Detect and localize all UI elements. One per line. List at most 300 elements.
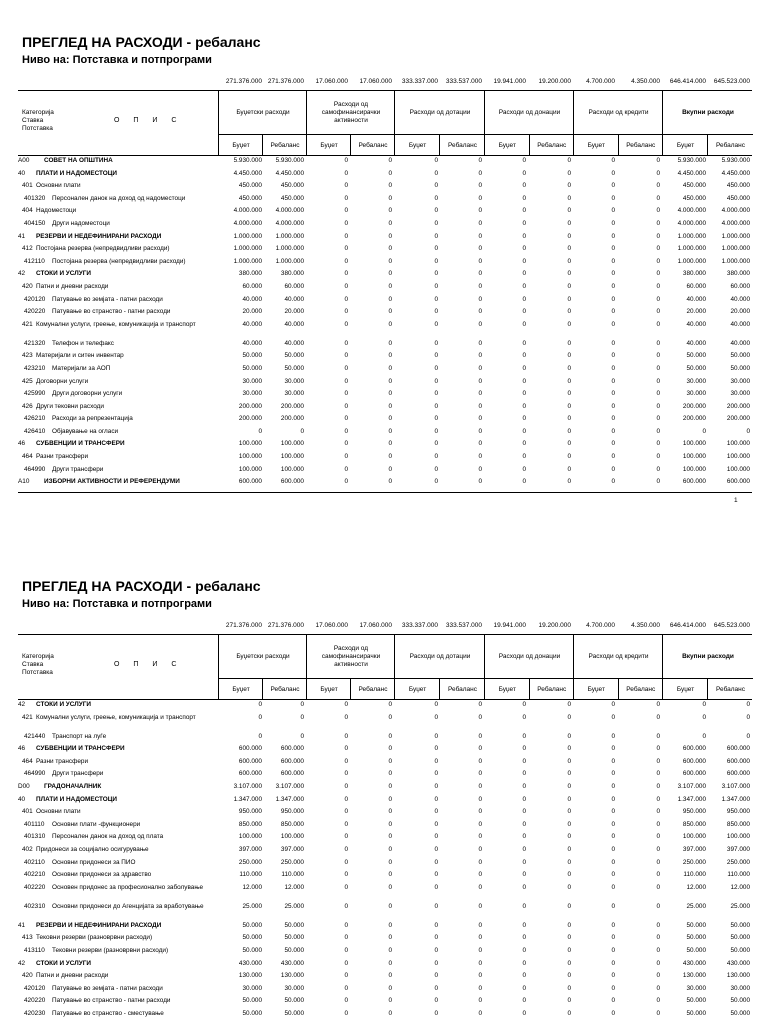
row-code: 420 (22, 972, 33, 980)
row-value: 0 (478, 295, 482, 303)
row-value: 0 (434, 219, 438, 227)
table-row (0, 157, 768, 170)
row-value: 0 (522, 770, 526, 778)
row-value: 4.450.000 (677, 169, 706, 177)
row-value: 0 (656, 232, 660, 240)
row-value: 0 (522, 757, 526, 765)
row-code: 421 (22, 320, 33, 328)
row-value: 380.000 (280, 270, 304, 278)
row-value: 0 (388, 157, 392, 164)
row-code: 420 (22, 282, 33, 290)
row-value: 0 (611, 997, 615, 1005)
row-value: 600.000 (280, 770, 304, 778)
row-value: 0 (611, 377, 615, 385)
row-value: 0 (656, 182, 660, 190)
row-value: 50.000 (242, 946, 262, 954)
row-value: 0 (522, 157, 526, 164)
row-code: 41 (18, 921, 26, 929)
row-value: 0 (567, 902, 571, 910)
row-value: 380.000 (726, 270, 750, 278)
row-value: 1.000.000 (677, 232, 706, 240)
row-value: 20.000 (730, 308, 750, 316)
row-value: 0 (656, 440, 660, 448)
row-value: 0 (656, 478, 660, 486)
row-code: 402220 (24, 883, 46, 891)
row-value: 0 (702, 713, 706, 721)
table-row (0, 258, 768, 271)
row-value: 0 (388, 732, 392, 740)
row-description: Основни плати (36, 182, 81, 190)
row-description: Разни трансфери (36, 757, 89, 765)
row-value: 0 (478, 282, 482, 290)
row-value: 0 (567, 997, 571, 1005)
row-value: 5.930.000 (233, 157, 262, 164)
row-value: 0 (344, 257, 348, 265)
row-value: 100.000 (280, 440, 304, 448)
row-value: 0 (567, 845, 571, 853)
row-value: 600.000 (726, 757, 750, 765)
row-description: СТОКИ И УСЛУГИ (36, 701, 91, 708)
row-value: 0 (434, 207, 438, 215)
header-sub-budget: Буџет (306, 134, 351, 156)
row-value: 0 (522, 219, 526, 227)
header-sub-rebalance: Ребаланс (262, 134, 307, 156)
row-value: 0 (434, 157, 438, 164)
row-value: 0 (344, 795, 348, 803)
table-row (0, 808, 768, 821)
row-value: 130.000 (280, 972, 304, 980)
row-value: 0 (388, 245, 392, 253)
row-value: 0 (478, 984, 482, 992)
row-value: 100.000 (238, 465, 262, 473)
report-subtitle: Ниво на: Потставка и потпрограми (22, 54, 212, 66)
total-value: 17.060.000 (315, 622, 348, 629)
row-code: 42 (18, 701, 26, 708)
row-value: 0 (388, 194, 392, 202)
row-value: 0 (478, 194, 482, 202)
table-row (0, 182, 768, 195)
row-value: 0 (567, 440, 571, 448)
row-code: 412110 (24, 257, 45, 265)
table-row (0, 934, 768, 947)
row-code: 423210 (24, 364, 46, 372)
row-value: 0 (567, 352, 571, 360)
row-value: 4.000.000 (721, 207, 750, 215)
header-sub-budget: Буџет (662, 678, 708, 700)
report-title: ПРЕГЛЕД НА РАСХОДИ - ребаланс (22, 34, 261, 50)
row-value: 600.000 (280, 478, 304, 486)
row-value: 0 (434, 921, 438, 929)
row-value: 0 (344, 219, 348, 227)
row-value: 0 (478, 858, 482, 866)
row-value: 0 (522, 377, 526, 385)
row-description: Патување во странство - патни расходи (52, 308, 171, 316)
row-value: 0 (567, 946, 571, 954)
row-value: 0 (611, 858, 615, 866)
row-value: 200.000 (238, 402, 262, 410)
row-value: 0 (611, 270, 615, 278)
row-value: 397.000 (280, 845, 304, 853)
row-value: 0 (611, 427, 615, 435)
header-category-label (22, 109, 54, 133)
row-value: 0 (344, 308, 348, 316)
row-value: 0 (656, 934, 660, 942)
row-description: Разни трансфери (36, 453, 89, 461)
row-value: 0 (611, 984, 615, 992)
row-value: 0 (567, 465, 571, 473)
row-value: 0 (656, 169, 660, 177)
row-value: 0 (611, 845, 615, 853)
row-value: 0 (478, 745, 482, 753)
row-value: 0 (522, 997, 526, 1005)
row-code: 401 (22, 808, 33, 816)
row-code: 402110 (24, 858, 45, 866)
header-sub-budget: Буџет (218, 678, 263, 700)
row-value: 1.000.000 (275, 232, 304, 240)
row-value: 0 (344, 157, 348, 164)
row-value: 250.000 (682, 858, 706, 866)
row-value: 0 (567, 972, 571, 980)
row-value: 0 (388, 782, 392, 790)
row-value: 4.000.000 (721, 219, 750, 227)
row-value: 0 (434, 820, 438, 828)
row-value: 1.000.000 (721, 245, 750, 253)
row-code: 413 (22, 934, 33, 942)
row-value: 0 (300, 713, 304, 721)
row-value: 0 (478, 997, 482, 1005)
total-value: 4.350.000 (631, 622, 660, 629)
row-value: 0 (344, 295, 348, 303)
row-value: 0 (611, 808, 615, 816)
row-value: 450.000 (238, 182, 262, 190)
table-row (0, 321, 768, 340)
row-value: 0 (388, 997, 392, 1005)
row-value: 0 (478, 782, 482, 790)
table-row (0, 233, 768, 246)
table-row (0, 733, 768, 746)
row-value: 0 (611, 871, 615, 879)
table-row (0, 390, 768, 403)
total-value: 19.200.000 (538, 622, 571, 629)
totals-row (0, 78, 768, 88)
table-row (0, 871, 768, 884)
row-value: 0 (478, 1009, 482, 1017)
row-value: 0 (522, 972, 526, 980)
report-title: ПРЕГЛЕД НА РАСХОДИ - ребаланс (22, 578, 261, 594)
header-sub-rebalance: Ребаланс (618, 134, 664, 156)
row-value: 30.000 (730, 377, 750, 385)
row-value: 0 (388, 390, 392, 398)
row-value: 0 (478, 883, 482, 891)
total-value: 333.337.000 (401, 622, 438, 629)
row-description: Други тековни расходи (36, 402, 104, 410)
row-value: 0 (478, 808, 482, 816)
row-description: Патни и дневни расходи (36, 282, 109, 290)
page-bottom-rule (18, 492, 752, 493)
row-value: 0 (656, 921, 660, 929)
row-value: 0 (656, 808, 660, 816)
row-value: 40.000 (284, 339, 304, 347)
row-value: 0 (388, 308, 392, 316)
row-value: 40.000 (284, 295, 304, 303)
header-group: Вкупни расходи (662, 635, 753, 678)
row-description: СТОКИ И УСЛУГИ (36, 270, 91, 278)
row-value: 0 (258, 713, 262, 721)
row-description: Постојана резерва (непредвидливи расходи) (52, 257, 186, 265)
row-value: 0 (344, 984, 348, 992)
row-value: 0 (611, 972, 615, 980)
row-value: 430.000 (726, 959, 750, 967)
row-value: 0 (434, 782, 438, 790)
total-value: 645.523.000 (713, 622, 750, 629)
row-value: 0 (656, 883, 660, 891)
row-value: 0 (434, 972, 438, 980)
row-value: 4.450.000 (275, 169, 304, 177)
row-value: 12.000 (686, 883, 706, 891)
row-value: 1.000.000 (677, 245, 706, 253)
row-value: 0 (746, 732, 750, 740)
row-value: 0 (434, 465, 438, 473)
row-value: 40.000 (284, 320, 304, 328)
row-value: 200.000 (682, 402, 706, 410)
row-value: 0 (522, 984, 526, 992)
row-value: 600.000 (280, 745, 304, 753)
row-value: 1.000.000 (275, 245, 304, 253)
header-label-line: Ставка (22, 117, 44, 124)
row-value: 0 (656, 352, 660, 360)
row-value: 0 (344, 402, 348, 410)
row-value: 0 (522, 364, 526, 372)
row-value: 0 (567, 478, 571, 486)
row-value: 0 (522, 182, 526, 190)
row-value: 0 (478, 959, 482, 967)
total-value: 4.700.000 (586, 78, 615, 85)
row-value: 0 (344, 934, 348, 942)
row-code: 426410 (24, 427, 46, 435)
row-value: 0 (344, 453, 348, 461)
row-value: 0 (567, 732, 571, 740)
row-description: Патување во земјата - патни расходи (52, 295, 163, 303)
row-value: 0 (611, 921, 615, 929)
table-row (0, 296, 768, 309)
row-value: 0 (344, 282, 348, 290)
row-value: 4.000.000 (233, 207, 262, 215)
row-value: 50.000 (730, 1009, 750, 1017)
row-value: 0 (434, 320, 438, 328)
row-code: 401 (22, 182, 33, 190)
row-value: 0 (567, 169, 571, 177)
row-value: 20.000 (242, 308, 262, 316)
row-value: 30.000 (686, 377, 706, 385)
row-value: 0 (522, 415, 526, 423)
row-value: 0 (434, 871, 438, 879)
row-value: 0 (656, 713, 660, 721)
row-value: 0 (388, 402, 392, 410)
row-value: 0 (656, 902, 660, 910)
row-value: 0 (656, 207, 660, 215)
row-value: 0 (567, 207, 571, 215)
row-value: 0 (388, 820, 392, 828)
row-value: 0 (478, 232, 482, 240)
row-value: 0 (388, 795, 392, 803)
row-value: 110.000 (281, 871, 304, 879)
row-value: 0 (478, 440, 482, 448)
row-value: 0 (388, 207, 392, 215)
table-row (0, 997, 768, 1010)
row-value: 0 (434, 182, 438, 190)
header-sub-rebalance: Ребаланс (439, 678, 485, 700)
row-value: 30.000 (686, 390, 706, 398)
row-code: 40 (18, 795, 26, 803)
row-value: 60.000 (686, 282, 706, 290)
row-value: 0 (478, 453, 482, 461)
row-value: 0 (478, 845, 482, 853)
row-value: 200.000 (238, 415, 262, 423)
row-description: Објавување на огласи (52, 427, 119, 435)
row-value: 0 (388, 701, 392, 708)
row-value: 0 (522, 745, 526, 753)
row-value: 0 (344, 169, 348, 177)
row-value: 0 (344, 440, 348, 448)
row-value: 0 (611, 833, 615, 841)
table-row (0, 170, 768, 183)
row-value: 110.000 (727, 871, 750, 879)
row-value: 0 (478, 390, 482, 398)
row-value: 50.000 (730, 352, 750, 360)
row-value: 0 (434, 377, 438, 385)
row-description: ПЛАТИ И НАДОМЕСТОЦИ (36, 795, 118, 803)
row-value: 0 (656, 959, 660, 967)
row-value: 600.000 (682, 770, 706, 778)
row-value: 0 (567, 390, 571, 398)
row-value: 0 (567, 959, 571, 967)
row-value: 397.000 (726, 845, 750, 853)
row-value: 100.000 (280, 453, 304, 461)
row-value: 0 (388, 453, 392, 461)
row-value: 0 (522, 946, 526, 954)
row-value: 50.000 (242, 364, 262, 372)
header-sub-rebalance: Ребаланс (350, 678, 395, 700)
header-opis: О П И С (114, 661, 183, 668)
table-row (0, 960, 768, 973)
row-value: 0 (522, 782, 526, 790)
row-value: 0 (611, 732, 615, 740)
total-value: 645.523.000 (713, 78, 750, 85)
row-value: 50.000 (686, 1009, 706, 1017)
table-row (0, 922, 768, 935)
row-value: 0 (388, 478, 392, 486)
row-value: 0 (567, 245, 571, 253)
row-value: 0 (611, 795, 615, 803)
row-value: 200.000 (280, 402, 304, 410)
table-body (0, 701, 768, 1022)
row-value: 0 (344, 377, 348, 385)
header-label-line: Потставка (22, 669, 53, 676)
table-row (0, 947, 768, 960)
row-value: 0 (434, 339, 438, 347)
row-value: 600.000 (682, 757, 706, 765)
row-value: 0 (522, 701, 526, 708)
row-value: 0 (611, 169, 615, 177)
row-value: 0 (434, 169, 438, 177)
row-value: 0 (388, 808, 392, 816)
total-value: 333.537.000 (445, 78, 482, 85)
row-value: 0 (478, 934, 482, 942)
table-row (0, 340, 768, 353)
row-value: 0 (611, 465, 615, 473)
row-value: 0 (388, 713, 392, 721)
total-value: 333.537.000 (445, 622, 482, 629)
row-value: 0 (656, 1009, 660, 1017)
row-value: 0 (522, 833, 526, 841)
row-value: 0 (611, 782, 615, 790)
row-value: 0 (258, 732, 262, 740)
row-value: 0 (567, 782, 571, 790)
header-label-line: Ставка (22, 661, 44, 668)
row-value: 0 (567, 453, 571, 461)
table-row (0, 833, 768, 846)
row-description: Основни придонеси за здравство (52, 871, 152, 879)
row-value: 50.000 (242, 1009, 262, 1017)
header-group: Расходи од кредити (573, 91, 663, 134)
row-description: Материјали и ситен инвентар (36, 352, 124, 360)
row-value: 0 (567, 921, 571, 929)
row-description: Расходи за репрезентација (52, 415, 133, 423)
row-value: 450.000 (726, 194, 750, 202)
row-value: 0 (388, 745, 392, 753)
row-value: 0 (656, 701, 660, 708)
row-value: 0 (522, 402, 526, 410)
row-value: 60.000 (284, 282, 304, 290)
row-value: 0 (344, 959, 348, 967)
row-value: 0 (388, 270, 392, 278)
row-code: 421320 (24, 339, 46, 347)
row-value: 100.000 (238, 833, 262, 841)
row-value: 600.000 (238, 478, 262, 486)
row-value: 600.000 (682, 478, 706, 486)
row-value: 0 (522, 845, 526, 853)
row-value: 0 (434, 713, 438, 721)
row-value: 0 (522, 282, 526, 290)
row-value: 50.000 (686, 934, 706, 942)
row-value: 0 (522, 257, 526, 265)
row-value: 450.000 (726, 182, 750, 190)
row-value: 50.000 (284, 352, 304, 360)
table-row (0, 859, 768, 872)
row-description: РЕЗЕРВИ И НЕДЕФИНИРАНИ РАСХОДИ (36, 921, 162, 929)
row-code: 420230 (24, 1009, 46, 1017)
row-description: Материјали за АОП (52, 364, 111, 372)
row-value: 1.347.000 (275, 795, 304, 803)
row-value: 0 (388, 770, 392, 778)
row-value: 30.000 (242, 377, 262, 385)
header-sub-budget: Буџет (394, 134, 440, 156)
row-value: 0 (522, 207, 526, 215)
row-code: 401310 (24, 833, 46, 841)
row-value: 0 (656, 320, 660, 328)
row-value: 0 (388, 182, 392, 190)
row-value: 0 (478, 245, 482, 253)
header-sub-rebalance: Ребаланс (618, 678, 664, 700)
row-value: 50.000 (730, 364, 750, 372)
row-value: 0 (344, 858, 348, 866)
row-description: Договорни услуги (36, 377, 89, 385)
row-value: 0 (611, 946, 615, 954)
row-value: 0 (611, 390, 615, 398)
row-value: 40.000 (242, 339, 262, 347)
row-description: СУБВЕНЦИИ И ТРАНСФЕРИ (36, 745, 125, 753)
row-value: 110.000 (683, 871, 706, 879)
